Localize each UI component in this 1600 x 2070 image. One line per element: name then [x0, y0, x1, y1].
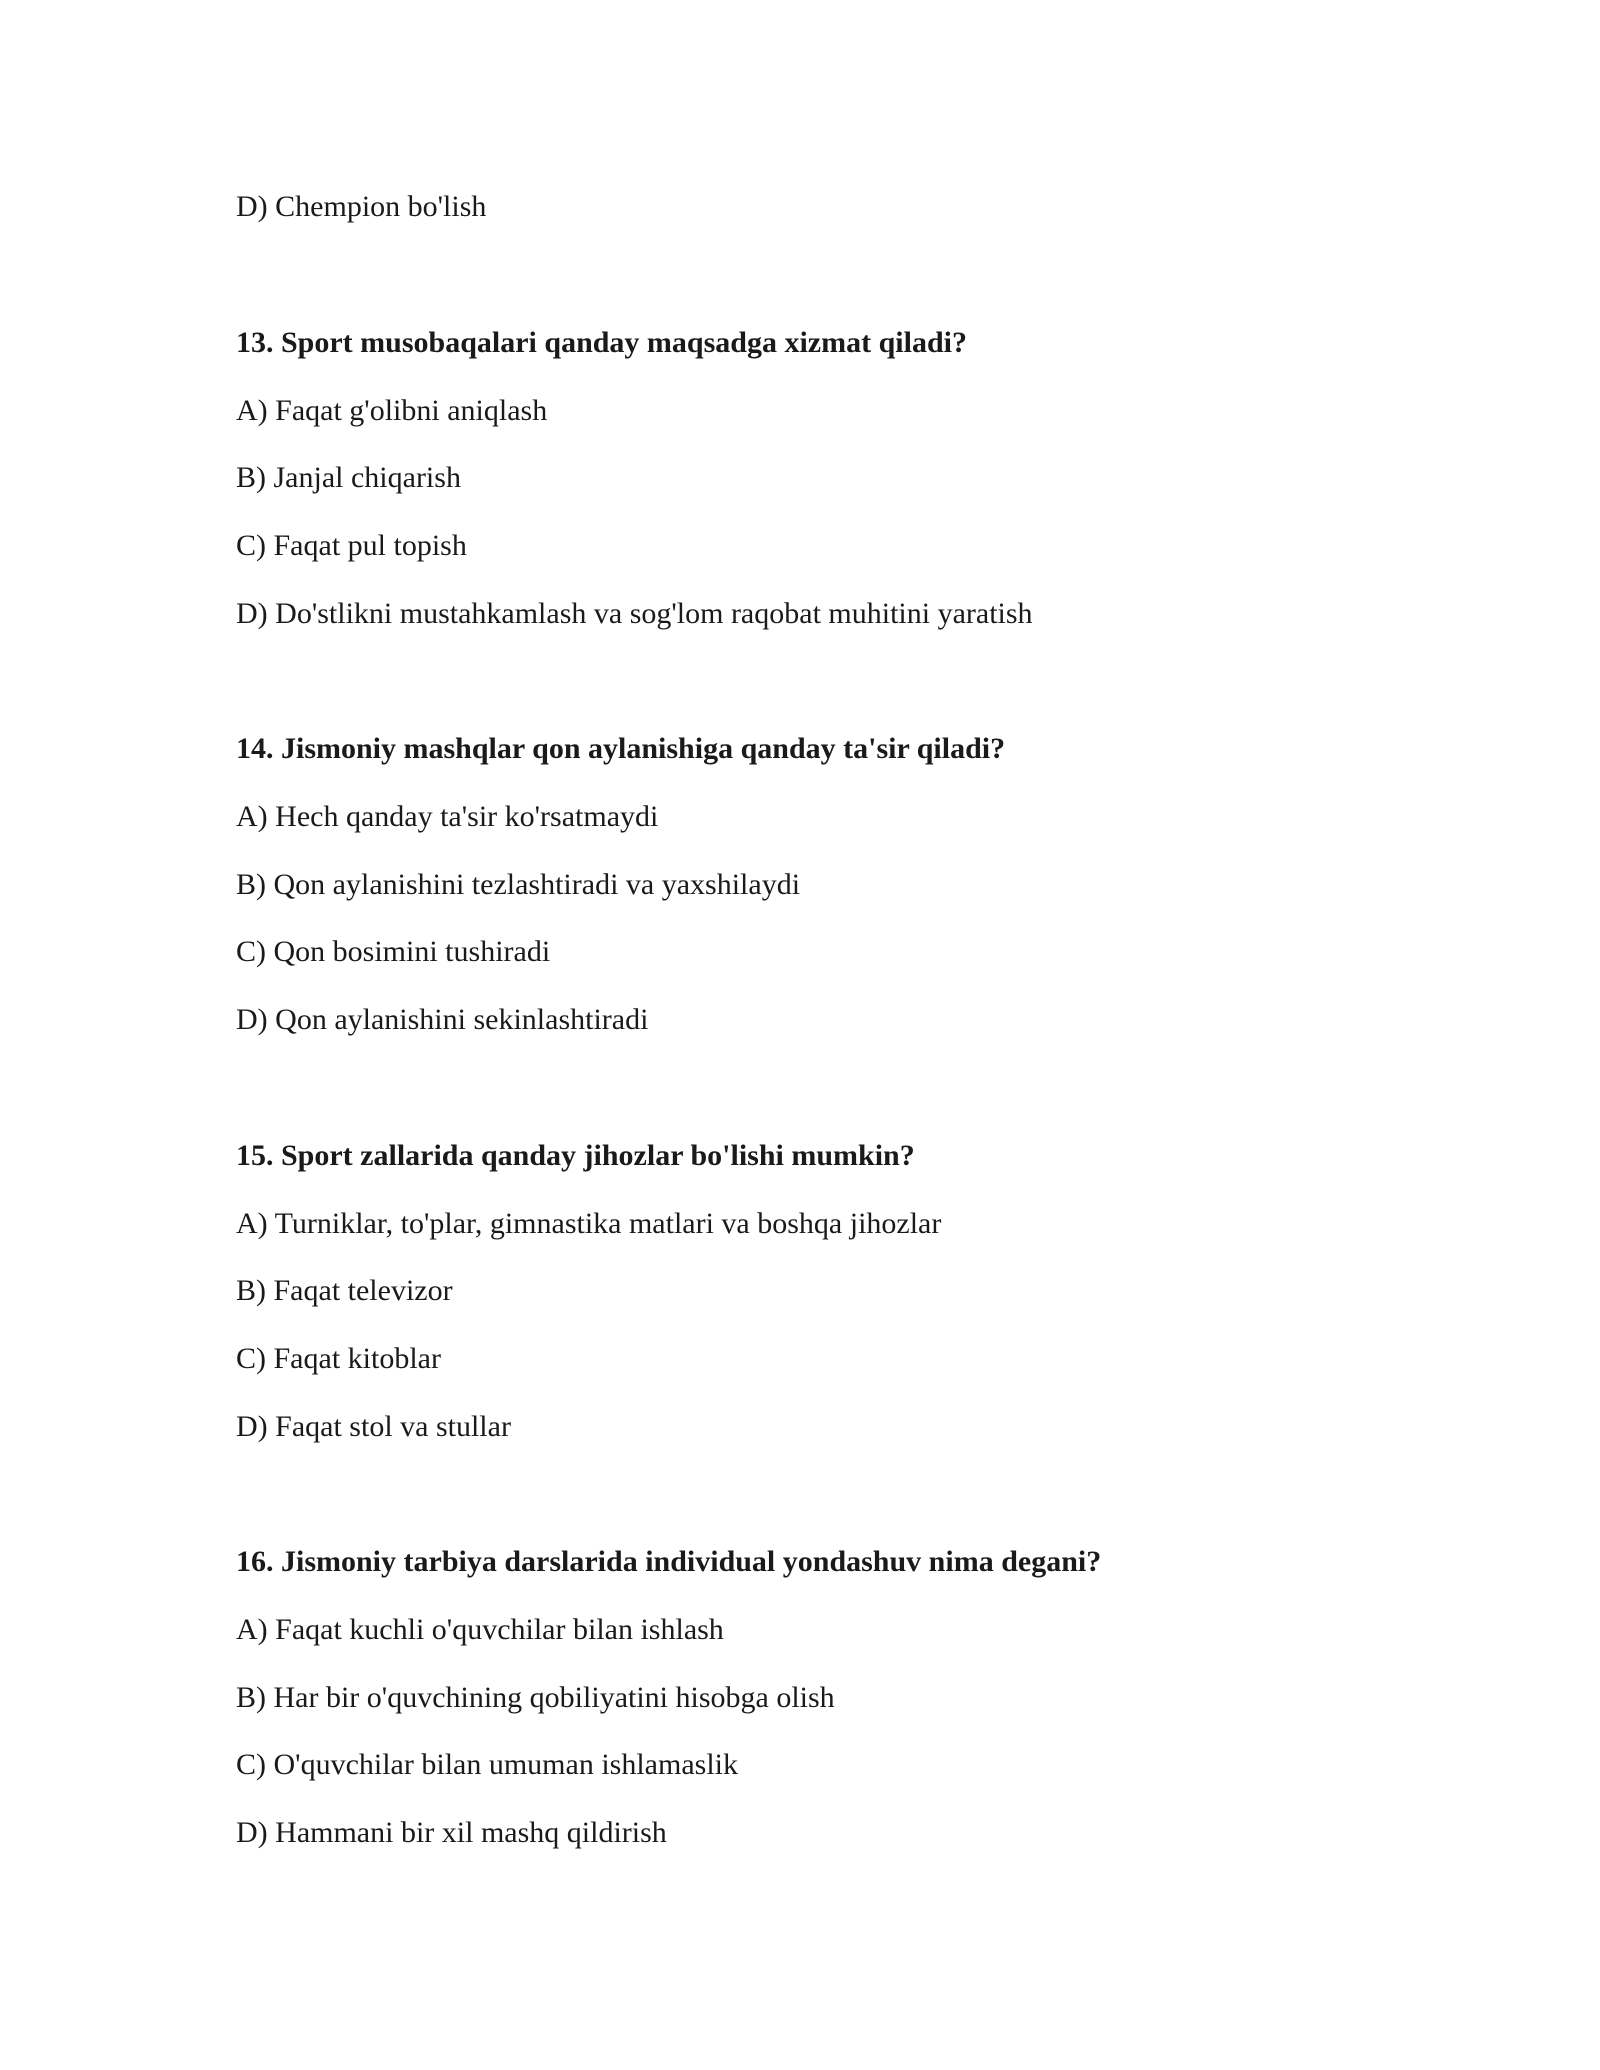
- option-b-q14: B) Qon aylanishini tezlashtiradi va yaxshilaydi: [236, 868, 801, 901]
- question-16: 16. Jismoniy tarbiya darslarida individual yondashuv nima degani?: [236, 1545, 1102, 1578]
- option-b-q15: B) Faqat televizor: [236, 1274, 453, 1307]
- option-d-q13: D) Do'stlikni mustahkamlash va sog'lom raqobat muhitini yaratish: [236, 597, 1033, 630]
- option-b-q13: B) Janjal chiqarish: [236, 461, 461, 494]
- option-a-q16: A) Faqat kuchli o'quvchilar bilan ishlash: [236, 1613, 724, 1646]
- option-b-q16: B) Har bir o'quvchining qobiliyatini hisobga olish: [236, 1681, 835, 1714]
- option-d-q12: D) Chempion bo'lish: [236, 190, 487, 223]
- option-c-q14: C) Qon bosimini tushiradi: [236, 935, 551, 968]
- option-a-q14: A) Hech qanday ta'sir ko'rsatmaydi: [236, 800, 659, 833]
- option-c-q16: C) O'quvchilar bilan umuman ishlamaslik: [236, 1748, 738, 1781]
- option-d-q15: D) Faqat stol va stullar: [236, 1410, 511, 1443]
- option-a-q13: A) Faqat g'olibni aniqlash: [236, 394, 548, 427]
- option-d-q16: D) Hammani bir xil mashq qildirish: [236, 1816, 667, 1849]
- option-c-q13: C) Faqat pul topish: [236, 529, 467, 562]
- option-c-q15: C) Faqat kitoblar: [236, 1342, 441, 1375]
- option-a-q15: A) Turniklar, to'plar, gimnastika matlari va boshqa jihozlar: [236, 1207, 942, 1240]
- question-15: 15. Sport zallarida qanday jihozlar bo'lishi mumkin?: [236, 1139, 915, 1172]
- question-14: 14. Jismoniy mashqlar qon aylanishiga qanday ta'sir qiladi?: [236, 732, 1006, 765]
- question-13: 13. Sport musobaqalari qanday maqsadga xizmat qiladi?: [236, 326, 967, 359]
- option-d-q14: D) Qon aylanishini sekinlashtiradi: [236, 1003, 649, 1036]
